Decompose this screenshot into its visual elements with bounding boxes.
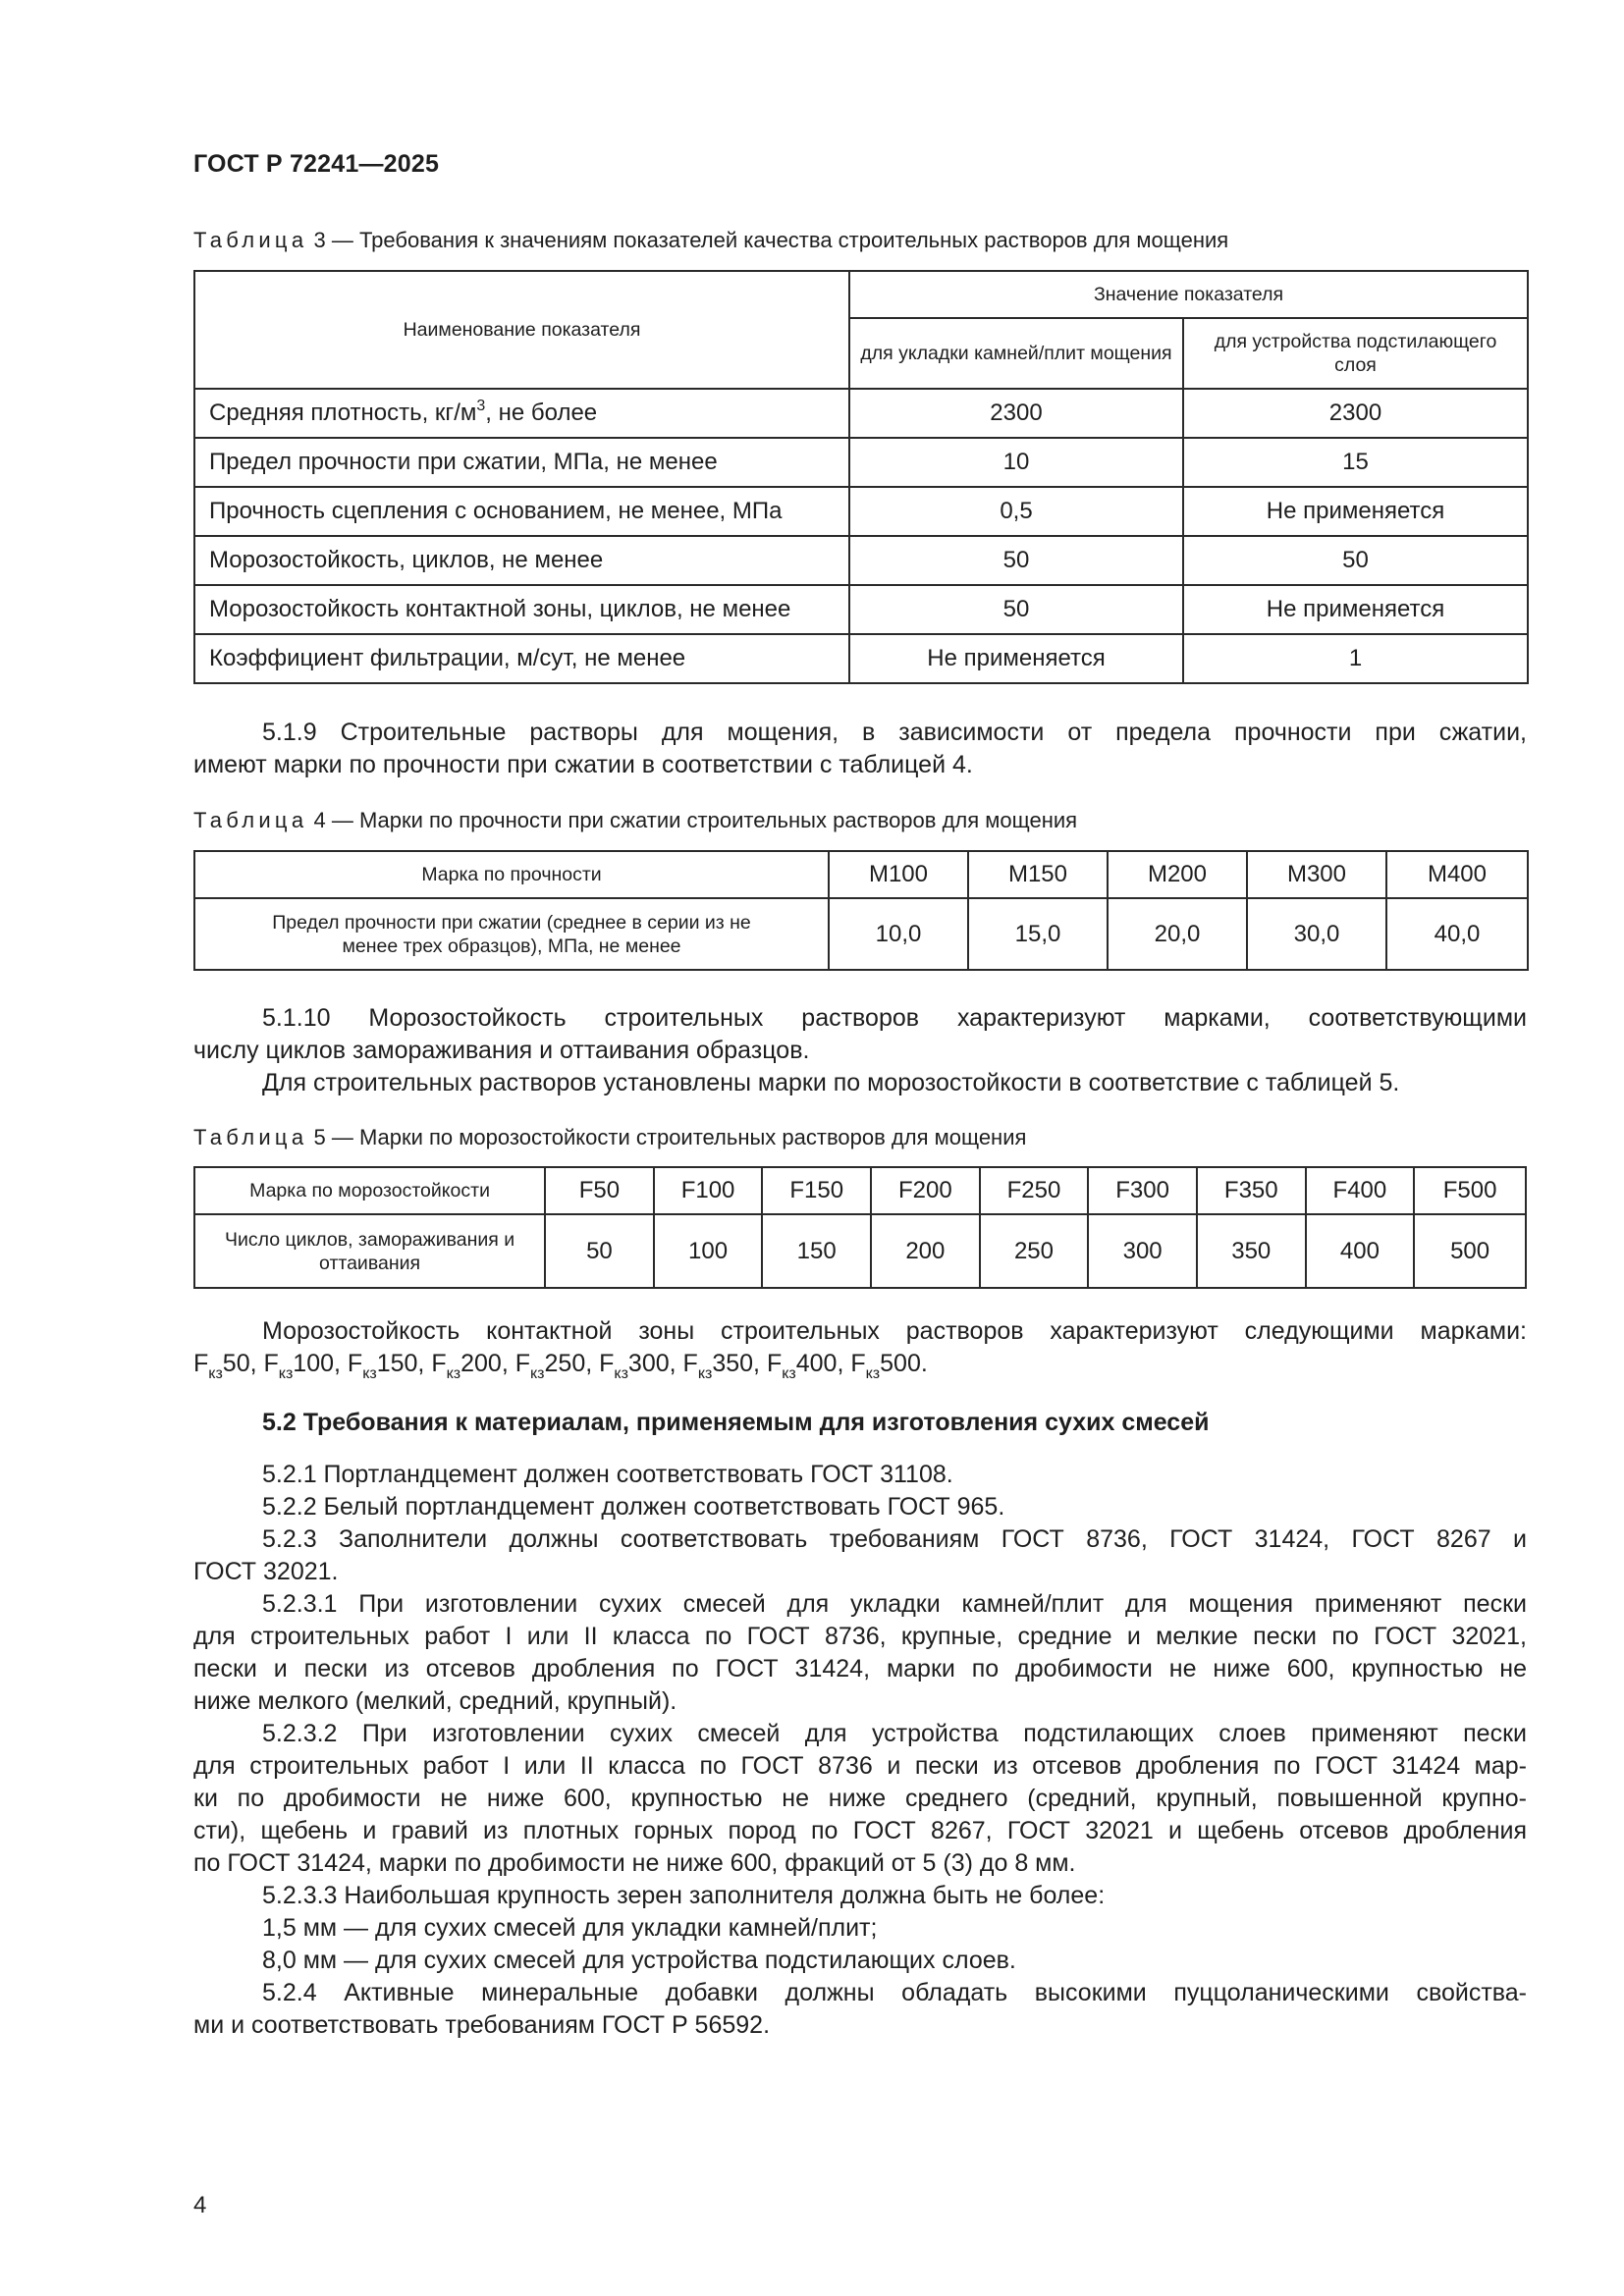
- table5-grade: F500: [1414, 1167, 1526, 1214]
- table4-row-label: Предел прочности при сжатии (среднее в серии из не менее трех образцов), МПа, не менее: [194, 898, 829, 970]
- table3-row5-v2: Не применяется: [1183, 585, 1528, 634]
- table-row: [194, 634, 1528, 683]
- table4-value: 15,0: [968, 898, 1108, 970]
- table3-row1-v1: 2300: [849, 389, 1183, 438]
- table4-value: 10,0: [829, 898, 968, 970]
- document-page: [193, 0, 1527, 2296]
- table-row: [194, 389, 1528, 438]
- paragraph-5-2-4: 5.2.4 Активные минеральные добавки должны обладать высокими пуццоланическими свойства-: [262, 1979, 1527, 2006]
- section-5-2-title: 5.2 Требования к материалам, применяемым для изготовления сухих смесей: [262, 1409, 1210, 1436]
- table5-head-label: Марка по морозостойкости: [194, 1167, 545, 1214]
- table3-head-col1: для укладки камней/плит мощения: [849, 318, 1183, 389]
- table4-grade: М300: [1247, 851, 1386, 898]
- paragraph-5-2-1: 5.2.1 Портландцемент должен соответствовать ГОСТ 31108.: [262, 1461, 953, 1488]
- table4-value: 30,0: [1247, 898, 1386, 970]
- table3-row2-v1: 10: [849, 438, 1183, 487]
- table3-row2-v2: 15: [1183, 438, 1528, 487]
- table5-value: 200: [871, 1214, 980, 1288]
- table4-caption: Таблица 4 — Марки по прочности при сжатии строительных растворов для мощения: [193, 808, 1078, 832]
- table4-grade: М200: [1108, 851, 1247, 898]
- table3-row4-v1: 50: [849, 536, 1183, 585]
- table-row: [194, 585, 1528, 634]
- table3-row6-v1: Не применяется: [849, 634, 1183, 683]
- table3-row6-v2: 1: [1183, 634, 1528, 683]
- table5: [193, 1166, 1527, 1289]
- table-row: [194, 1167, 1526, 1214]
- table4: [193, 850, 1529, 971]
- page-number: 4: [193, 2192, 207, 2218]
- document-header: ГОСТ Р 72241—2025: [193, 150, 440, 178]
- table3-row3-v1: 0,5: [849, 487, 1183, 536]
- table5-value: 500: [1414, 1214, 1526, 1288]
- table-row: [194, 487, 1528, 536]
- table-row: [194, 536, 1528, 585]
- table3: [193, 270, 1529, 684]
- paragraph-5-2-3: 5.2.3 Заполнители должны соответствовать требованиям ГОСТ 8736, ГОСТ 31424, ГОСТ 8267 и: [262, 1525, 1527, 1553]
- table3-row5-v1: 50: [849, 585, 1183, 634]
- table5-value: 250: [980, 1214, 1089, 1288]
- paragraph-contact-zone: Морозостойкость контактной зоны строительных растворов характеризуют следующими марками: $F_{кз}50$, $F_{кз}100$, $F_{кз}150$, $F_{кз}200$, $F_{кз}250$, $F_{кз}300$, $F_{кз}350$, $F_{кз}400$, $F_{кз}500$.: [193, 1317, 1527, 1382]
- table5-caption: Таблица 5 — Марки по морозостойкости строительных растворов для мощения: [193, 1125, 1027, 1149]
- table3-row4-name: Морозостойкость, циклов, не менее: [194, 536, 849, 585]
- table3-head-name: Наименование показателя: [194, 271, 849, 389]
- contact-zone-marks: $F_{кз}50$, $F_{кз}100$, $F_{кз}150$, $F_{кз}200$, $F_{кз}250$, $F_{кз}300$, $F_{кз}350$, $F_{кз}400$, $F_{кз}500$.: [193, 1350, 928, 1382]
- table3-row3-v2: Не применяется: [1183, 487, 1528, 536]
- table-row: [194, 898, 1528, 970]
- paragraph-5-2-3-1: 5.2.3.1 При изготовлении сухих смесей для укладки камней/плит для мощения применяют пески: [262, 1590, 1527, 1618]
- table3-row1-v2: 2300: [1183, 389, 1528, 438]
- table5-grade: F250: [980, 1167, 1089, 1214]
- table-row: [194, 438, 1528, 487]
- table3-head-value: Значение показателя: [849, 271, 1528, 318]
- table3-head-col2: для устройства подстилающего слоя: [1183, 318, 1528, 389]
- table5-grade: F100: [654, 1167, 763, 1214]
- table5-value: 100: [654, 1214, 763, 1288]
- table5-value: 50: [545, 1214, 654, 1288]
- table5-grade: F400: [1306, 1167, 1415, 1214]
- table4-grade: М400: [1386, 851, 1528, 898]
- table3-row6-name: Коэффициент фильтрации, м/сут, не менее: [194, 634, 849, 683]
- table-row: [194, 1214, 1526, 1288]
- paragraph-5-2-2: 5.2.2 Белый портландцемент должен соответствовать ГОСТ 965.: [262, 1493, 1005, 1521]
- table4-value: 20,0: [1108, 898, 1247, 970]
- paragraph-5-1-10: 5.1.10 Морозостойкость строительных растворов характеризуют марками, соответствующими числу циклов замораживания и оттаивания образцов. Для строительных растворов установлены марки по морозостойкости в соответствие с таблицей 5.: [193, 1004, 1527, 1096]
- table5-grade: F200: [871, 1167, 980, 1214]
- table5-grade: F350: [1197, 1167, 1306, 1214]
- table3-row4-v2: 50: [1183, 536, 1528, 585]
- table3-row3-name: Прочность сцепления с основанием, не менее, МПа: [194, 487, 849, 536]
- table3-row5-name: Морозостойкость контактной зоны, циклов, не менее: [194, 585, 849, 634]
- paragraph-5-2-3-2: 5.2.3.2 При изготовлении сухих смесей для устройства подстилающих слоев применяют пески: [262, 1720, 1527, 1747]
- table3-caption: Таблица 3 — Требования к значениям показателей качества строительных растворов для мощения: [193, 228, 1229, 252]
- table4-grade: М100: [829, 851, 968, 898]
- paragraph-5-2-3-3: 5.2.3.3 Наибольшая крупность зерен заполнителя должна быть не более:: [262, 1882, 1106, 1909]
- table5-row-label: Число циклов, замораживания и оттаивания: [194, 1214, 545, 1288]
- table5-grade: F150: [762, 1167, 871, 1214]
- table5-value: 300: [1088, 1214, 1197, 1288]
- paragraph-5-1-9: 5.1.9 Строительные растворы для мощения, в зависимости от предела прочности при сжатии, имеют марки по прочности при сжатии в соответствии с таблицей 4.: [193, 719, 1527, 778]
- table-row: [194, 851, 1528, 898]
- table5-grade: F300: [1088, 1167, 1197, 1214]
- table5-value: 400: [1306, 1214, 1415, 1288]
- table3-row1-name: Средняя плотность, $кг/м^3$, не более: [194, 389, 849, 438]
- table4-head-label: Марка по прочности: [194, 851, 829, 898]
- table5-grade: F50: [545, 1167, 654, 1214]
- section-5-2-body: 5.2.1 Портландцемент должен соответствовать ГОСТ 31108. 5.2.2 Белый портландцемент должен соответствовать ГОСТ 965. 5.2.3 Заполнители должны соответствовать требованиям ГОСТ 8736, ГОСТ 31424, ГОСТ 8267 и ГОСТ 32021. 5.2.3.1 При изготовлении сухих смесей для укладки камней/плит для мощения применяют пески для строительных работ I или II класса по ГОСТ 8736, крупные, средние и мелкие пески по ГОСТ 32021, пески и пески из отсевов дробления по ГОСТ 31424, марки по дробимости не ниже 600, крупностью не ниже мелкого (мелкий, средний, крупный). 5.2.3.2 При изготовлении сухих смесей для устройства подстилающих слоев применяют пески для строительных работ I или II класса по ГОСТ 8736 и пески из отсевов дробления по ГОСТ 31424 мар- ки по дробимости не ниже 600, крупностью не ниже среднего (средний, крупный, повышенной крупно- сти), щебень и гравий из плотных горных пород по ГОСТ 8267, ГОСТ 32021 и щебень отсевов дробления по ГОСТ 31424, марки по дробимости не ниже 600, фракций от 5 (3) до 8 мм. 5.2.3.3 Наибольшая крупность зерен заполнителя должна быть не более: 1,5 мм — для сухих смесей для укладки камней/плит; 8,0 мм — для сухих смесей для устройства подстилающих слоев. 5.2.4 Активные минеральные добавки должны обладать высокими пуццоланическими свойства- ми и соответствовать требованиям ГОСТ Р 56592.: [193, 1461, 1527, 2039]
- table4-grade: М150: [968, 851, 1108, 898]
- table5-value: 350: [1197, 1214, 1306, 1288]
- table5-value: 150: [762, 1214, 871, 1288]
- table3-row2-name: Предел прочности при сжатии, МПа, не менее: [194, 438, 849, 487]
- table4-value: 40,0: [1386, 898, 1528, 970]
